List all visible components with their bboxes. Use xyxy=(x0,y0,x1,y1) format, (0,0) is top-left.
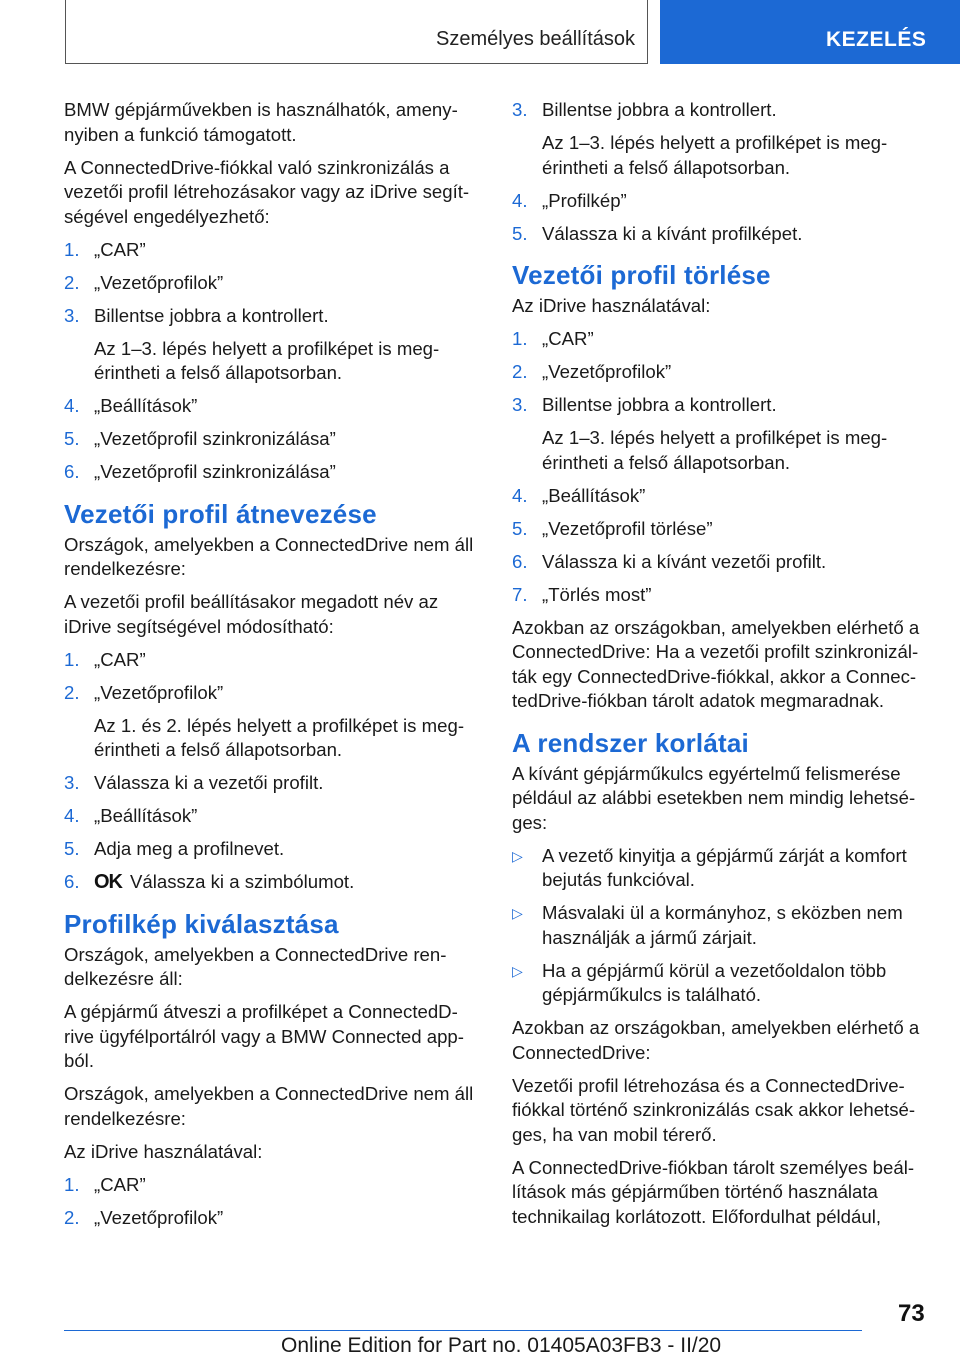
list-item xyxy=(512,583,928,608)
step-number: 7. xyxy=(512,583,528,605)
step-number: 4. xyxy=(64,805,80,826)
list-item xyxy=(64,271,478,296)
step-text: Válassza ki a kívánt profilképet. xyxy=(542,222,803,244)
step-text: Válassza ki a kívánt vezetői profilt. xyxy=(542,550,827,572)
paragraph: Azokban az országokban, amelyekben elérhető a ConnectedDrive: Ha a vezetői profilt szinkronizálták egy ConnectedDrive-fiókkal, akkor a ConnectedDrive-fiókban tárolt adatok megmaradnak. xyxy=(512,616,920,711)
step-number: 5. xyxy=(64,428,80,449)
step-note: Az 1. és 2. lépés helyett a profilképet is megérintheti a felső állapotsorban. xyxy=(94,714,465,760)
list-item xyxy=(512,393,928,475)
list-item xyxy=(64,1173,478,1198)
steps-list xyxy=(512,327,928,607)
list-item xyxy=(64,870,478,895)
step-text: „Profilkép” xyxy=(542,189,627,211)
step-text: „Vezetőprofil szinkronizálása” xyxy=(94,461,336,482)
paragraph: A vezetői profil beállításakor megadott név az iDrive segítségével módosítható: xyxy=(64,591,439,637)
step-text: „Vezetőprofilok” xyxy=(94,271,224,293)
section-heading: A rendszer korlátai xyxy=(512,727,749,758)
list-item xyxy=(64,837,478,862)
header-title: Személyes beállítások xyxy=(436,28,635,50)
list-item xyxy=(64,460,478,485)
page-number: 73 xyxy=(898,1300,925,1327)
step-text: „Vezetőprofilok” xyxy=(94,681,224,703)
triangle-bullet-icon: ▷ xyxy=(512,847,523,864)
section-heading: Vezetői profil törlése xyxy=(512,260,771,290)
step-note: Az 1–3. lépés helyett a profilképet is megérintheti a felső állapotsorban. xyxy=(542,427,888,473)
steps-list xyxy=(64,1173,478,1231)
step-text: Válassza ki a vezetői profilt. xyxy=(94,772,324,793)
list-item xyxy=(512,189,928,214)
list-item xyxy=(512,959,928,1008)
paragraph: A gépjármű átveszi a profilképet a ConnectedDrive ügyfélportálról vagy a BMW Connected app-ból. xyxy=(64,1001,464,1071)
step-number: 3. xyxy=(64,304,80,326)
list-item xyxy=(64,1206,478,1231)
list-item xyxy=(512,360,928,385)
paragraph: Vezetői profil létrehozása és a ConnectedDrive-fiókkal történő szinkronizálás csak akkor lehetséges, ha van mobil térerő. xyxy=(512,1074,916,1145)
step-number: 2. xyxy=(64,1206,80,1228)
step-note: Az 1–3. lépés helyett a profilképet is megérintheti a felső állapotsorban. xyxy=(542,132,888,178)
step-number: 3. xyxy=(512,99,528,120)
step-text: Billentse jobbra a kontrollert. xyxy=(542,394,777,415)
step-text: „Vezetőprofilok” xyxy=(542,361,672,382)
section-heading: Vezetői profil átnevezése xyxy=(64,498,377,529)
steps-list xyxy=(64,238,478,485)
list-item xyxy=(512,484,928,509)
step-text: Adja meg a profilnevet. xyxy=(94,838,285,859)
section-tab-label: KEZELÉS xyxy=(826,28,927,51)
header-box xyxy=(65,0,648,64)
section-tab[interactable] xyxy=(660,0,960,64)
paragraph: Az iDrive használatával: xyxy=(64,1140,263,1162)
step-number: 2. xyxy=(64,681,80,703)
list-item xyxy=(64,771,478,796)
list-item xyxy=(512,844,928,893)
step-number: 6. xyxy=(512,550,528,572)
paragraph: Országok, amelyekben a ConnectedDrive rendelkezésre áll: xyxy=(64,943,447,989)
step-number: 3. xyxy=(512,394,528,415)
step-text: Válassza ki a szimbólumot. xyxy=(130,871,355,892)
step-number: 6. xyxy=(64,461,80,482)
step-number: 1. xyxy=(512,328,528,349)
steps-list xyxy=(64,648,478,895)
paragraph: Országok, amelyekben a ConnectedDrive nem áll rendelkezésre: xyxy=(64,1083,474,1129)
step-text: „CAR” xyxy=(542,328,594,349)
step-number: 4. xyxy=(512,189,528,211)
list-item xyxy=(512,901,928,950)
step-text: „Beállítások” xyxy=(94,805,198,826)
step-text: „CAR” xyxy=(94,238,146,260)
footer-divider xyxy=(64,1330,862,1331)
list-item xyxy=(512,327,928,352)
paragraph: Az iDrive használatával: xyxy=(512,295,711,316)
list-item xyxy=(512,98,928,180)
step-text: „Vezetőprofil szinkronizálása” xyxy=(94,428,336,449)
footer-text: Online Edition for Part no. 01405A03FB3 - II/20 xyxy=(281,1334,722,1357)
paragraph: Országok, amelyekben a ConnectedDrive nem áll rendelkezésre: xyxy=(64,533,474,579)
list-item xyxy=(512,517,928,542)
step-text: „Törlés most” xyxy=(542,583,652,605)
list-item xyxy=(64,648,478,673)
list-item xyxy=(64,394,478,419)
right-column xyxy=(512,98,928,1238)
step-text: Billentse jobbra a kontrollert. xyxy=(94,304,329,326)
step-number: 6. xyxy=(64,871,80,892)
paragraph: Azokban az országokban, amelyekben elérhető a ConnectedDrive: xyxy=(512,1017,920,1063)
bullet-list xyxy=(512,844,928,1008)
bullet-text: Ha a gépjármű körül a vezetőoldalon több gépjárműkulcs is található. xyxy=(542,959,887,1005)
list-item xyxy=(512,550,928,575)
step-text: „Vezetőprofil törlése” xyxy=(542,517,713,539)
paragraph: A ConnectedDrive-fiókkal való szinkronizálás a vezetői profil létrehozásakor vagy az iDrive segítségével engedélyezhető: xyxy=(64,156,470,227)
step-number: 2. xyxy=(512,361,528,382)
step-text: „CAR” xyxy=(94,648,146,670)
step-text: „Beállítások” xyxy=(542,484,646,506)
list-item xyxy=(512,222,928,247)
list-item xyxy=(64,804,478,829)
step-number: 1. xyxy=(64,238,80,260)
triangle-bullet-icon: ▷ xyxy=(512,905,523,921)
list-item xyxy=(64,427,478,452)
step-text: „Beállítások” xyxy=(94,395,198,416)
step-text: „Vezetőprofilok” xyxy=(94,1206,224,1228)
step-number: 5. xyxy=(512,517,528,539)
step-note: Az 1–3. lépés helyett a profilképet is megérintheti a felső állapotsorban. xyxy=(94,337,440,383)
step-number: 4. xyxy=(64,395,80,416)
step-text: Billentse jobbra a kontrollert. xyxy=(542,99,777,120)
list-item xyxy=(64,681,478,763)
step-number: 5. xyxy=(64,838,80,859)
bullet-text: Másvalaki ül a kormányhoz, s eközben nem használják a jármű zárjait. xyxy=(542,902,903,948)
list-item xyxy=(64,238,478,263)
bullet-text: A vezető kinyitja a gépjármű zárját a komfort bejutás funkcióval. xyxy=(542,844,907,890)
steps-list xyxy=(512,98,928,246)
left-column xyxy=(64,98,478,1239)
step-number: 2. xyxy=(64,271,80,293)
paragraph: A ConnectedDrive-fiókban tárolt személyes beállítások más gépjárműben történő használata technikailag korlátozott. Előfordulhat például, xyxy=(512,1156,915,1227)
step-number: 5. xyxy=(512,222,528,244)
list-item xyxy=(64,304,478,386)
step-number: 1. xyxy=(64,648,80,670)
step-number: 1. xyxy=(64,1173,80,1195)
paragraph: A kívánt gépjárműkulcs egyértelmű felismerése például az alábbi esetekben nem mindig lehetséges: xyxy=(512,762,916,833)
step-number: 4. xyxy=(512,484,528,506)
section-heading: Profilkép kiválasztása xyxy=(64,908,339,939)
paragraph: BMW gépjárművekben is használhatók, amenynyiben a funkció támogatott. xyxy=(64,99,458,145)
step-text: „CAR” xyxy=(94,1173,146,1195)
triangle-bullet-icon: ▷ xyxy=(512,962,523,979)
ok-icon: OK xyxy=(94,871,122,893)
step-number: 3. xyxy=(64,772,80,793)
